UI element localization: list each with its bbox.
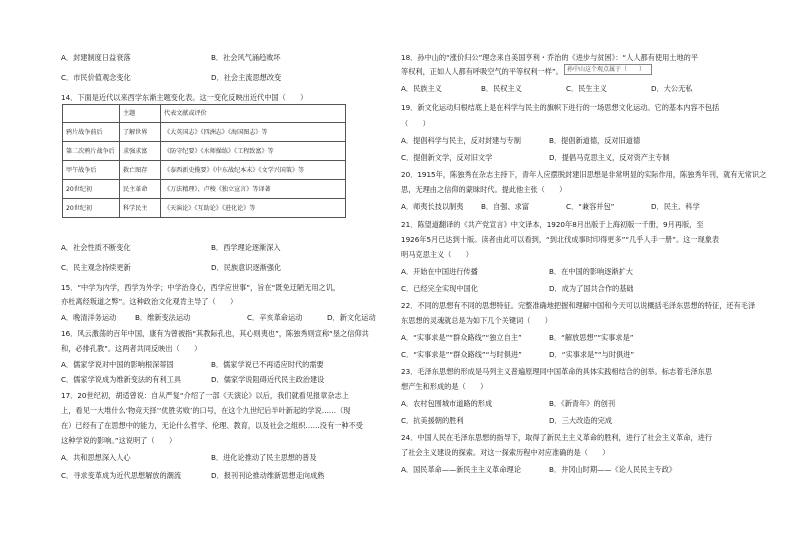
table-cell: 了解世界	[120, 123, 161, 142]
q14-option-d: D．民族意识逐渐强化	[211, 263, 282, 272]
q23-stem-line2: 想产生和形成的是（ ）	[401, 382, 488, 391]
q20-stem-line1: 20．1915年，陈独秀在杂志主持下，青年人应摆脱封建旧思想是非常明显的实际作用，陈独秀年刊，就有无常识之	[401, 170, 767, 179]
table-row	[63, 161, 346, 180]
q14-stem: 14．下面是近代以来西学东渐主题变化表。这一变化反映出近代中国（ ）	[61, 93, 308, 102]
q20-option-c: C．“兼容并包”	[566, 202, 615, 211]
q13-option-b: B．社会风气涌趋败坏	[211, 53, 281, 62]
table-row	[63, 142, 346, 161]
q17-stem-line1: 17．20世纪初，胡适曾说：自从严复“介绍了一部《天演论》以后，我们就看见报章杂志上	[61, 391, 349, 400]
q22-stem-line2: 东思想的灵魂就总是为如下几个关键词（ ）	[401, 316, 552, 325]
q14-option-c: C．民主观念持续更新	[61, 263, 131, 272]
q18-stem-line1: 18．孙中山的“涨价归公”理念来自美国亨利・乔治的《进步与贫困》：“人人都有使用土地的平	[401, 53, 699, 62]
q24-option-a: A．国民革命——新民主主义革命理论	[401, 465, 521, 474]
q20-option-b: B．自强、求富	[481, 202, 530, 211]
table-header-cell	[63, 105, 120, 123]
table-row	[63, 180, 346, 199]
q22-stem-line1: 22．不同的思想有不同的思想特征。完整准确地把握和理解中国和今天可以说概括毛泽东思想的特征，还有毛泽	[401, 301, 756, 310]
q15-option-a: A．晚清洋务运动	[61, 313, 117, 322]
q17-stem-line3: 在）已经有了在思想中的能力，无论什么哲学、伦理、教育，以及社会之组织……没有一种不受	[61, 421, 363, 430]
q18-boxed-note: 孙中山这个观点属于（ ）	[564, 64, 652, 75]
table-cell: 《泰西新史揽要》《中东战纪本末》《文学兴国策》等	[161, 161, 346, 180]
q18-option-b: B．民权主义	[481, 84, 522, 93]
table-cell: 《天演论》《互助论》《进化论》等	[161, 199, 346, 218]
q21-stem-line1: 21．陈望道翻译的《共产党宣言》中文译本，1920年8月出版于上海初版一千册，9月再版，至	[401, 220, 704, 229]
q19-option-c: C．提倡新文学，反对旧文学	[401, 153, 493, 162]
q23-option-d: D．三大改造的完成	[549, 416, 613, 425]
table-cell: 求强求富	[120, 142, 161, 161]
q14-option-a: A．社会性质不断变化	[61, 243, 131, 252]
table-cell: 《大英国志》《四洲志》《海国图志》等	[161, 123, 346, 142]
q15-option-d: D．新文化运动	[327, 313, 376, 322]
q16-stem-line2: 和，必排孔教”。这两者共同反映出（ ）	[61, 344, 202, 353]
q17-option-c: C．寻求变革成为近代思想解放的潮流	[61, 471, 182, 480]
table-header-row	[63, 105, 346, 123]
q15-option-c: C．辛亥革命运动	[247, 313, 303, 322]
q24-stem-line1: 24．中国人民在毛泽东思想的指导下，取得了新民主主义革命的胜利，进行了社会主义革命，进行	[401, 433, 713, 442]
q21-option-c: C．已经完全实现中国化	[401, 284, 478, 293]
q19-stem-line2: （ ）	[401, 119, 430, 128]
table-cell: 甲午战争后	[63, 161, 120, 180]
q23-option-a: A．农村包围城市道路的形成	[401, 399, 493, 408]
table-cell: 救亡图存	[120, 161, 161, 180]
q15-stem-line2: 亦杜离经叛道之弊”。这种政治文化观肯主导了（ ）	[61, 297, 238, 306]
western-learning-table	[62, 104, 346, 218]
table-cell: 《防守纪要》《水师操练》《工程致富》等	[161, 142, 346, 161]
table-cell: 第二次鸦片战争后	[63, 142, 120, 161]
q23-option-c: C．抗美援朝的胜利	[401, 416, 464, 425]
q13-option-a: A．封建制度日益衰落	[61, 53, 131, 62]
q20-option-a: A．师夷长技以制夷	[401, 202, 464, 211]
q20-stem-line2: 思，无理由之信仰的蒙昧时代。提此他主张（ ）	[401, 185, 567, 194]
q24-stem-line2: 了社会主义建设的探索。对这一探索历程中对应准确的是（ ）	[401, 448, 610, 457]
table-row	[63, 123, 346, 142]
q18-option-d: D．大公无私	[651, 84, 693, 93]
q16-option-b: B．儒家学说已不再适应时代的需要	[211, 360, 324, 369]
q16-option-c: C．儒家学说成为维新变法的有利工具	[61, 375, 182, 384]
q21-option-b: B．在中国的影响逐渐扩大	[549, 267, 633, 276]
q21-option-a: A．开始在中国进行传播	[401, 267, 478, 276]
q20-option-d: D．民主、科学	[651, 202, 700, 211]
q17-option-b: B．进化论推动了民主思想的普及	[211, 453, 317, 462]
q22-option-d: D．“实事求是”“与时俱进”	[549, 350, 635, 359]
table-row	[63, 199, 346, 218]
q21-stem-line3: 明马克思主义（ ）	[401, 250, 473, 259]
q13-option-c: C．市民价值观念变化	[61, 73, 131, 82]
q18-option-a: A．民族主义	[401, 84, 442, 93]
q22-option-a: A．“实事求是”“群众路线”“独立自主”	[401, 333, 522, 342]
q17-option-a: A．共和思想深入人心	[61, 453, 131, 462]
q23-option-b: B．《新青年》的创刊	[549, 399, 616, 408]
table-cell: 20世纪初	[63, 180, 120, 199]
q21-option-d: D．成为了国共合作的基础	[549, 284, 634, 293]
q21-stem-line2: 1926年5月已达到十版。读者由此可以看到，“到北伐成事时印得更多”“几乎人手一册”。这一现象表	[401, 235, 720, 244]
table-cell: 民主革命	[120, 180, 161, 199]
q16-stem-line1: 16．风云激荡的百年中国，康有为曾被指“其教际孔也，其心则夷也”，陈独秀则宣称“垦之信仰共	[61, 329, 369, 338]
table-header-cell: 主题	[120, 105, 161, 123]
q17-stem-line2: 上，看见一大堆什么‘物竞天择’‘优胜劣败’的口号，在这个九世纪后半叶新起的学说……（现	[61, 406, 351, 415]
q14-option-b: B．西学理论逐渐深入	[211, 243, 281, 252]
table-cell: 《万法精理》、卢梭《独立宣言》等译著	[161, 180, 346, 199]
q22-option-b: B．“解放思想”“实事求是”	[549, 333, 634, 342]
table-header-cell: 代表文献或评价	[161, 105, 346, 123]
table-cell: 鸦片战争前后	[63, 123, 120, 142]
q19-option-d: D．提倡马克思主义，反对资产主专制	[549, 153, 670, 162]
q16-option-d: D．儒家学说阻碍近代民主政治建设	[211, 375, 325, 384]
q23-stem-line1: 23．毛泽东思想的形成是马列主义普遍原理同中国革命的具体实践相结合的创举。标志着毛泽东思	[401, 367, 713, 376]
q19-stem-line1: 19．新文化运动归根结底上是在科学与民主的旗帜下进行的一场思想文化运动。它的基本内容不包括	[401, 103, 720, 112]
q16-option-a: A．儒家学说对中国的影响根深蒂固	[61, 360, 174, 369]
q22-option-c: C．“实事求是”“群众路线”“与时俱进”	[401, 350, 522, 359]
q15-stem-line1: 15．“中学为内学，西学为外学；中学治身心，西学应世事”，旨在“既免迂陋无用之讥，	[61, 283, 341, 292]
q18-stem-line2: 等权利，正如人人都有呼吸空气的平等权利一样”。	[401, 67, 563, 76]
q13-option-d: D．社会主流思想改变	[211, 73, 282, 82]
q18-option-c: C．民生主义	[566, 84, 607, 93]
q19-option-a: A．提倡科学与民主，反对封建与专制	[401, 136, 521, 145]
q24-option-b: B．井冈山时期——《论人民民主专政》	[549, 465, 677, 474]
q17-option-d: D．报刊刊论推动维新思想走向成熟	[211, 471, 325, 480]
q15-option-b: B．维新变法运动	[135, 313, 191, 322]
table-cell: 科学民主	[120, 199, 161, 218]
table-cell: 20世纪初	[63, 199, 120, 218]
q19-option-b: B．提倡新道德，反对旧道德	[549, 136, 641, 145]
q17-stem-line4: 这种学说的影响。”这说明了（ ）	[61, 436, 177, 445]
